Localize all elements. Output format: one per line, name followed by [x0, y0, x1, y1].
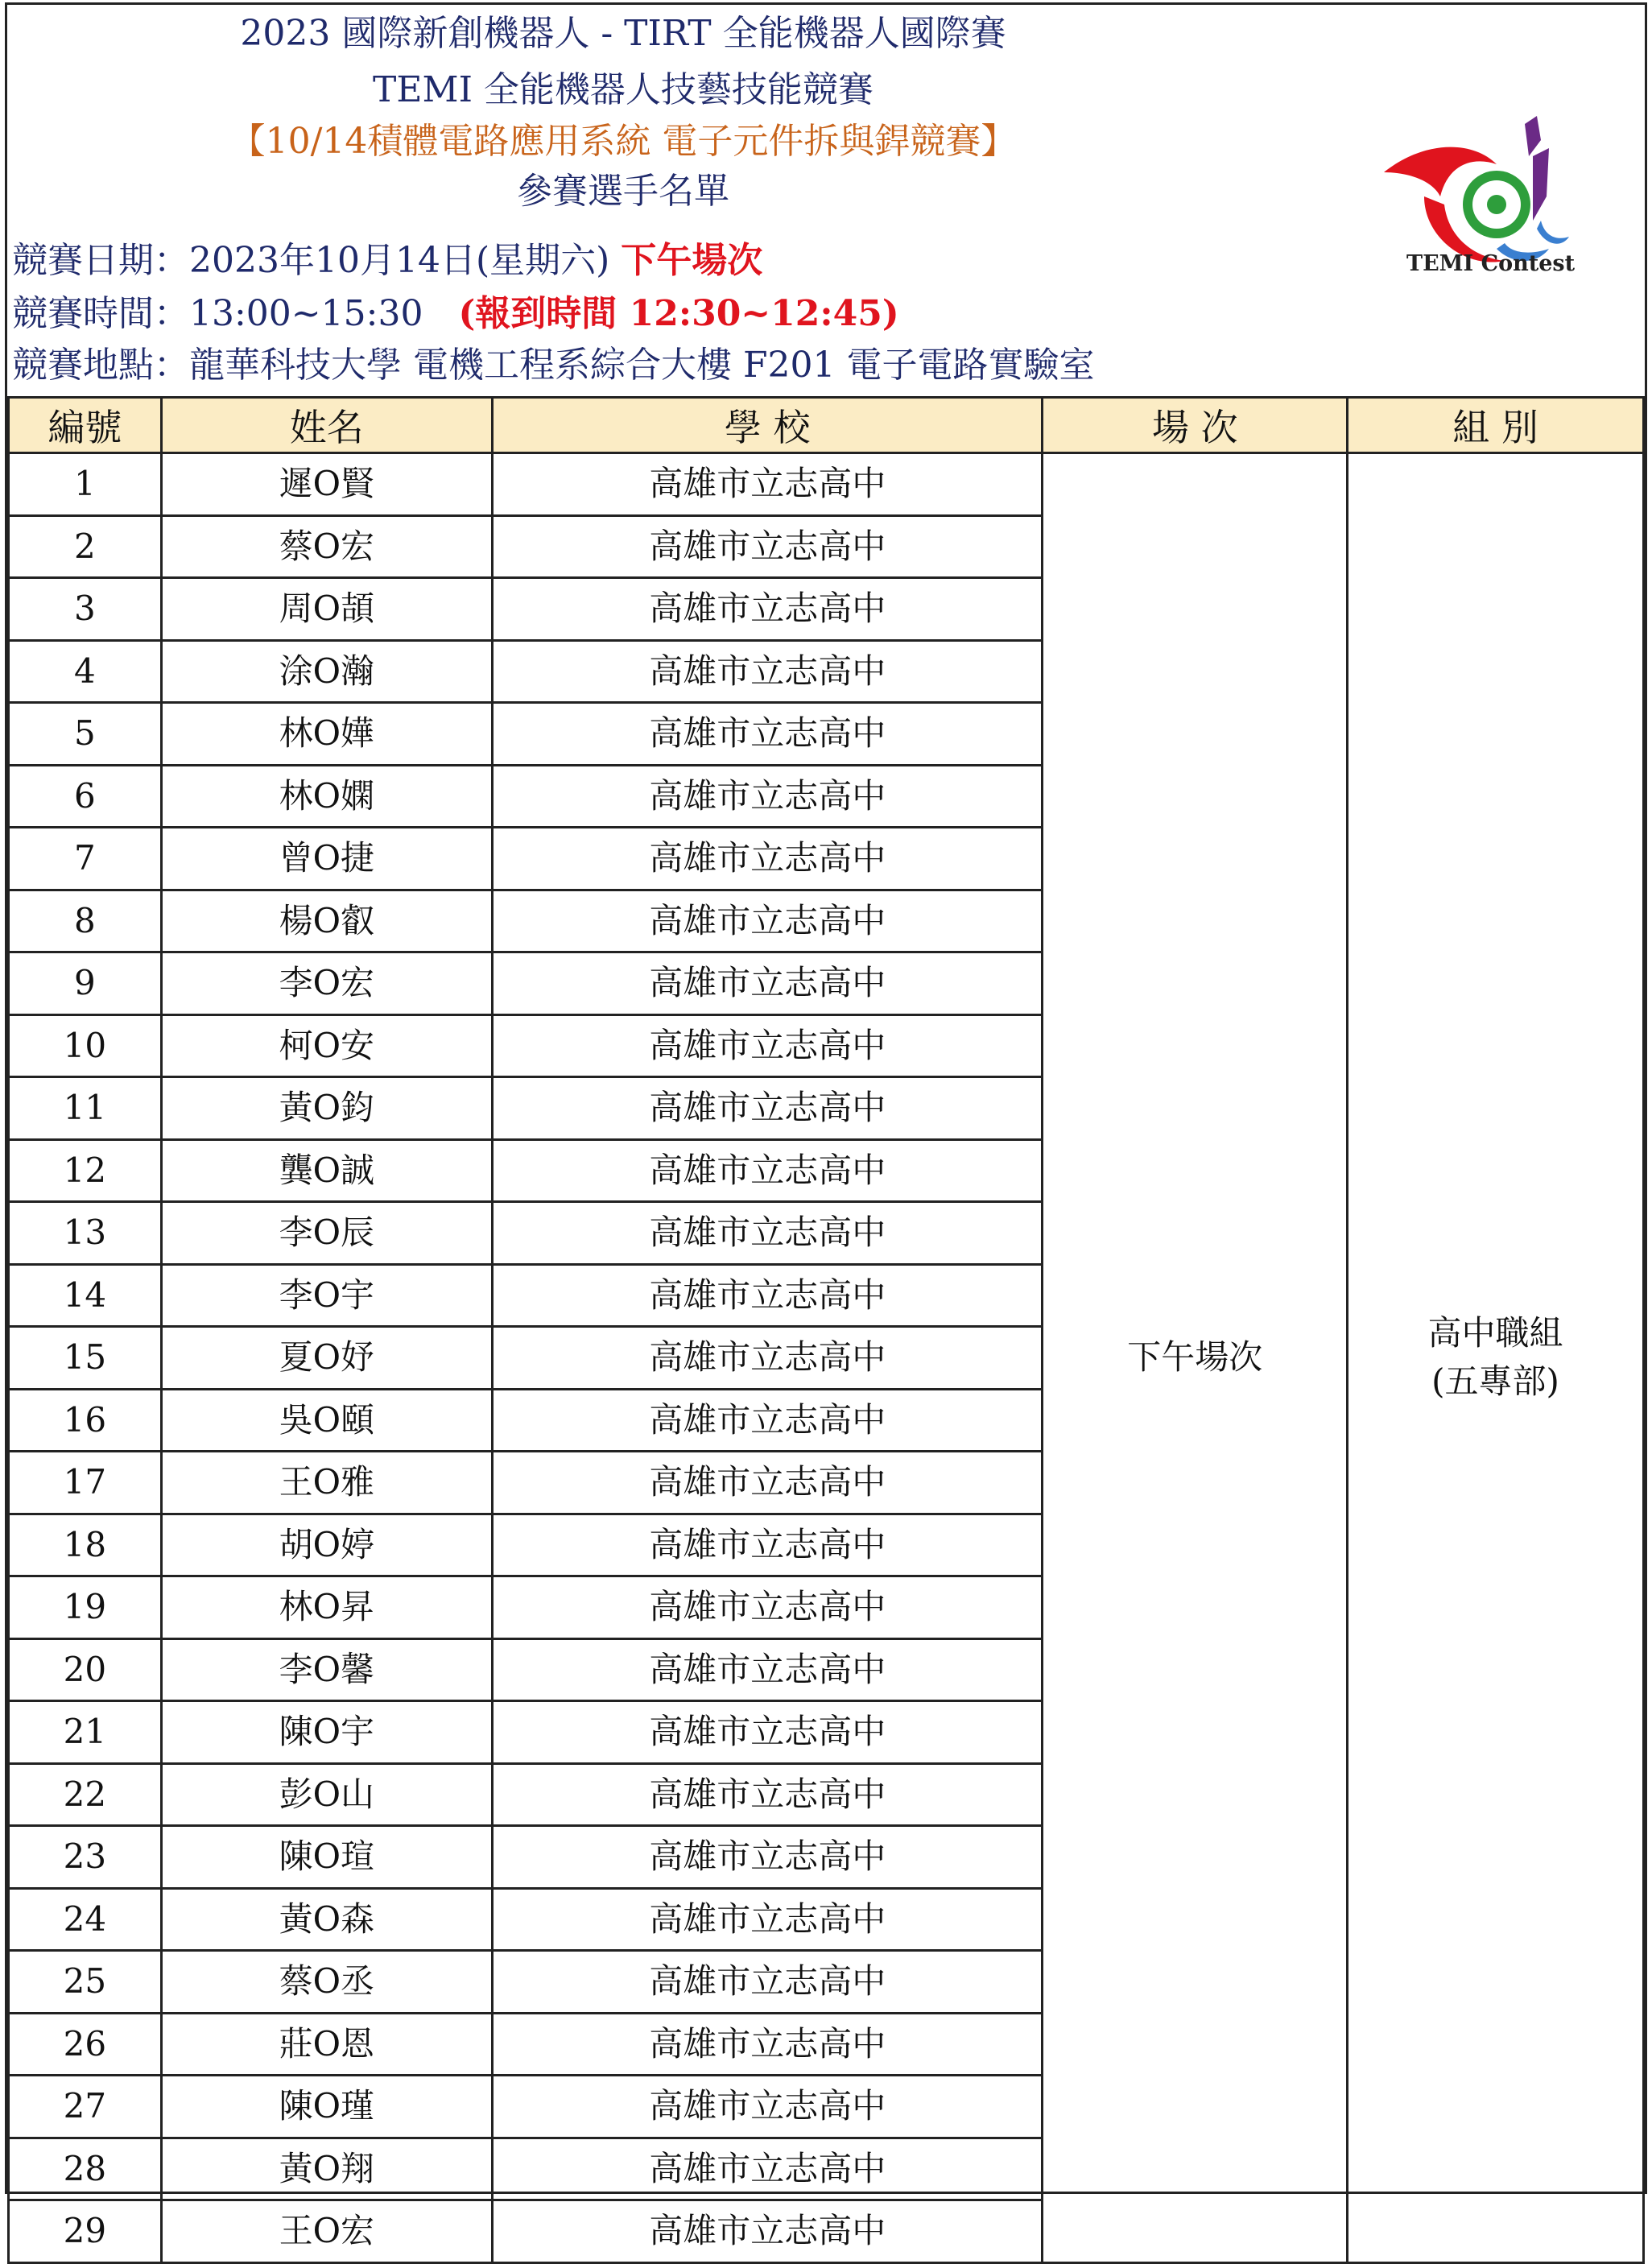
row-school: 高雄市立志高中 [492, 2076, 1043, 2138]
row-number: 10 [9, 1014, 162, 1077]
row-name: 柯O安 [161, 1014, 492, 1077]
row-number: 6 [9, 765, 162, 828]
row-school: 高雄市立志高中 [492, 1951, 1043, 2014]
row-school: 高雄市立志高中 [492, 703, 1043, 766]
row-number: 18 [9, 1514, 162, 1576]
row-number: 13 [9, 1202, 162, 1265]
logo-text: TEMI Contest [1406, 251, 1576, 276]
row-school: 高雄市立志高中 [492, 1202, 1043, 1265]
row-number: 4 [9, 640, 162, 703]
row-school: 高雄市立志高中 [492, 828, 1043, 890]
row-school: 高雄市立志高中 [492, 1514, 1043, 1576]
roster-sheet [5, 2, 1647, 2251]
row-name: 王O雅 [161, 1452, 492, 1514]
row-number: 26 [9, 2013, 162, 2076]
row-name: 李O宇 [161, 1264, 492, 1327]
checkin-time: (報到時間 12:30~12:45) [458, 293, 899, 334]
row-name: 林O昇 [161, 1576, 492, 1639]
row-name: 林O嫻 [161, 765, 492, 828]
row-number: 23 [9, 1826, 162, 1889]
row-name: 莊O恩 [161, 2013, 492, 2076]
row-name: 李O馨 [161, 1638, 492, 1701]
row-name: 胡O婷 [161, 1514, 492, 1576]
row-number: 28 [9, 2138, 162, 2200]
table-header-row [9, 398, 1644, 453]
row-number: 15 [9, 1327, 162, 1390]
row-number: 24 [9, 1888, 162, 1951]
header-group: 組 別 [1348, 398, 1644, 453]
table-body [9, 453, 1644, 2263]
row-name: 林O嬅 [161, 703, 492, 766]
title-line-4: 參賽選手名單 [517, 171, 729, 212]
competition-date [12, 238, 762, 283]
row-number: 22 [9, 1763, 162, 1826]
row-school: 高雄市立志高中 [492, 1077, 1043, 1140]
date-session: 下午場次 [621, 240, 763, 281]
row-school: 高雄市立志高中 [492, 1638, 1043, 1701]
time-label: 競賽時間：13:00~15:30 [12, 293, 423, 334]
row-school: 高雄市立志高中 [492, 1389, 1043, 1452]
row-school: 高雄市立志高中 [492, 515, 1043, 578]
row-school: 高雄市立志高中 [492, 952, 1043, 1015]
row-number: 19 [9, 1576, 162, 1639]
row-number: 12 [9, 1139, 162, 1202]
row-name: 吳O頤 [161, 1389, 492, 1452]
row-school: 高雄市立志高中 [492, 1452, 1043, 1514]
row-school: 高雄市立志高中 [492, 2013, 1043, 2076]
row-name: 楊O叡 [161, 890, 492, 952]
header-session: 場 次 [1043, 398, 1348, 453]
header-school: 學 校 [492, 398, 1043, 453]
group-line-2: (五專部) [1431, 1361, 1559, 1402]
row-name: 龔O誠 [161, 1139, 492, 1202]
row-number: 27 [9, 2076, 162, 2138]
row-school: 高雄市立志高中 [492, 1327, 1043, 1390]
row-number: 20 [9, 1638, 162, 1701]
row-name: 李O辰 [161, 1202, 492, 1265]
session-cell: 下午場次 [1043, 453, 1348, 2263]
row-name: 彭O山 [161, 1763, 492, 1826]
title-line-3: 【10/14積體電路應用系統 電子元件拆與銲競賽】 [229, 121, 1017, 162]
row-school: 高雄市立志高中 [492, 1576, 1043, 1639]
group-line-1: 高中職組 [1427, 1313, 1563, 1353]
row-name: 黃O森 [161, 1888, 492, 1951]
row-name: 周O頡 [161, 578, 492, 641]
row-number: 29 [9, 2200, 162, 2263]
row-school: 高雄市立志高中 [492, 578, 1043, 641]
row-number: 1 [9, 453, 162, 516]
row-school: 高雄市立志高中 [492, 1888, 1043, 1951]
row-name: 陳O宇 [161, 1701, 492, 1764]
table-row [9, 453, 1644, 516]
row-name: 涂O瀚 [161, 640, 492, 703]
row-name: 遲O賢 [161, 453, 492, 516]
row-school: 高雄市立志高中 [492, 765, 1043, 828]
competition-time [12, 291, 899, 337]
row-number: 11 [9, 1077, 162, 1140]
row-school: 高雄市立志高中 [492, 890, 1043, 952]
row-name: 李O宏 [161, 952, 492, 1015]
row-school: 高雄市立志高中 [492, 640, 1043, 703]
row-number: 5 [9, 703, 162, 766]
row-number: 25 [9, 1951, 162, 2014]
row-number: 21 [9, 1701, 162, 1764]
row-name: 蔡O丞 [161, 1951, 492, 2014]
title-line-2: TEMI 全能機器人技藝技能競賽 [373, 69, 873, 110]
header-name: 姓名 [161, 398, 492, 453]
row-number: 14 [9, 1264, 162, 1327]
competition-location: 競賽地點：龍華科技大學 電機工程系綜合大樓 F201 電子電路實驗室 [12, 345, 1095, 386]
row-school: 高雄市立志高中 [492, 1014, 1043, 1077]
row-number: 9 [9, 952, 162, 1015]
participant-table [7, 396, 1645, 2264]
group-cell [1348, 453, 1644, 2263]
row-school: 高雄市立志高中 [492, 1826, 1043, 1889]
row-number: 2 [9, 515, 162, 578]
row-number: 7 [9, 828, 162, 890]
row-name: 王O宏 [161, 2200, 492, 2263]
row-school: 高雄市立志高中 [492, 2138, 1043, 2200]
header-number: 編號 [9, 398, 162, 453]
header [7, 5, 1645, 396]
row-name: 蔡O宏 [161, 515, 492, 578]
row-name: 陳O瑾 [161, 2076, 492, 2138]
row-school: 高雄市立志高中 [492, 1139, 1043, 1202]
row-number: 16 [9, 1389, 162, 1452]
row-number: 17 [9, 1452, 162, 1514]
row-school: 高雄市立志高中 [492, 1701, 1043, 1764]
row-name: 夏O妤 [161, 1327, 492, 1390]
row-name: 陳O瑄 [161, 1826, 492, 1889]
row-school: 高雄市立志高中 [492, 453, 1043, 516]
row-name: 曾O捷 [161, 828, 492, 890]
title-line-1: 2023 國際新創機器人 - TIRT 全能機器人國際賽 [240, 13, 1006, 54]
row-school: 高雄市立志高中 [492, 1264, 1043, 1327]
row-number: 3 [9, 578, 162, 641]
row-number: 8 [9, 890, 162, 952]
date-label: 競賽日期：2023年10月14日(星期六) [12, 240, 610, 281]
row-school: 高雄市立志高中 [492, 1763, 1043, 1826]
row-name: 黃O翔 [161, 2138, 492, 2200]
row-school: 高雄市立志高中 [492, 2200, 1043, 2263]
row-name: 黃O鈞 [161, 1077, 492, 1140]
